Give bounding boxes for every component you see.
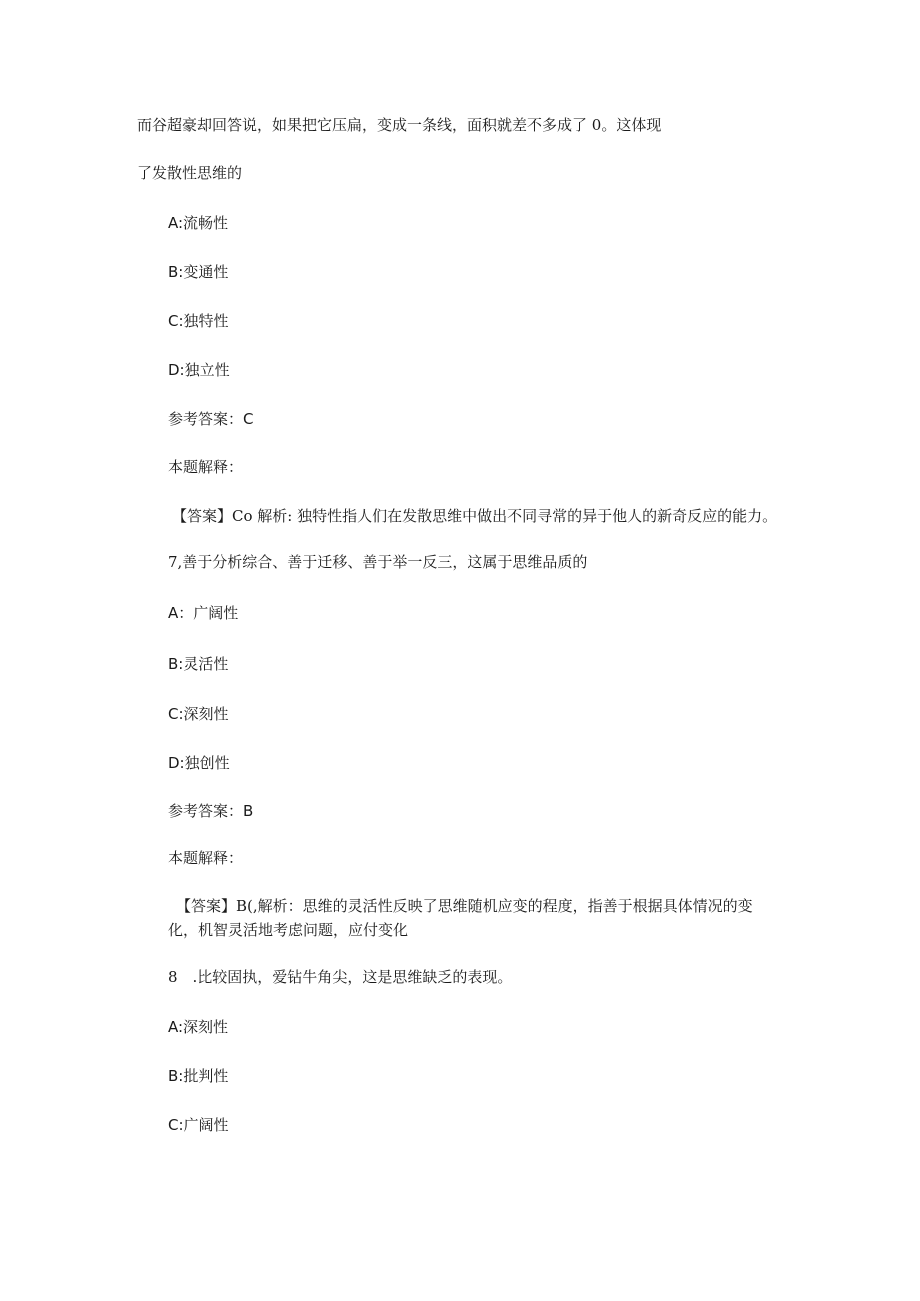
q6-stem-line1: 而谷超豪却回答说，如果把它压扁，变成一条线，面积就差不多成了 0。这体现 xyxy=(137,116,662,134)
q6-explanation: 【答案】Co 解析: 独特性指人们在发散思维中做出不同寻常的异于他人的新奇反应的能力。 xyxy=(172,507,778,525)
q7-explanation-line1: 【答案】B(,解析：思维的灵活性反映了思维随机应变的程度，指善于根据具体情况的变 xyxy=(176,897,753,915)
q8-option-c: C:广阔性 xyxy=(168,1116,229,1134)
q7-option-c: C:深刻性 xyxy=(168,705,229,723)
q7-option-b: B:灵活性 xyxy=(168,655,229,673)
q6-stem-line2: 了发散性思维的 xyxy=(137,164,243,182)
q8-stem: 8 .比较固执，爱钻牛角尖，这是思维缺乏的表现。 xyxy=(168,968,513,986)
q8-option-a: A:深刻性 xyxy=(168,1018,229,1036)
q6-option-c: C:独特性 xyxy=(168,312,229,330)
q6-option-a: A:流畅性 xyxy=(168,214,229,232)
q7-explanation-line2: 化，机智灵活地考虑问题，应付变化 xyxy=(168,921,409,939)
q6-reference-answer: 参考答案：C xyxy=(168,410,254,428)
q6-option-d: D:独立性 xyxy=(168,361,230,379)
q7-stem: 7,善于分析综合、善于迁移、善于举一反三，这属于思维品质的 xyxy=(168,553,588,571)
q8-option-b: B:批判性 xyxy=(168,1067,229,1085)
q6-option-b: B:变通性 xyxy=(168,263,229,281)
q7-option-a: A：广阔性 xyxy=(168,604,239,622)
q6-explanation-label: 本题解释： xyxy=(168,458,244,476)
q7-reference-answer: 参考答案：B xyxy=(168,802,254,820)
q7-option-d: D:独创性 xyxy=(168,754,230,772)
q7-explanation-label: 本题解释： xyxy=(168,849,244,867)
